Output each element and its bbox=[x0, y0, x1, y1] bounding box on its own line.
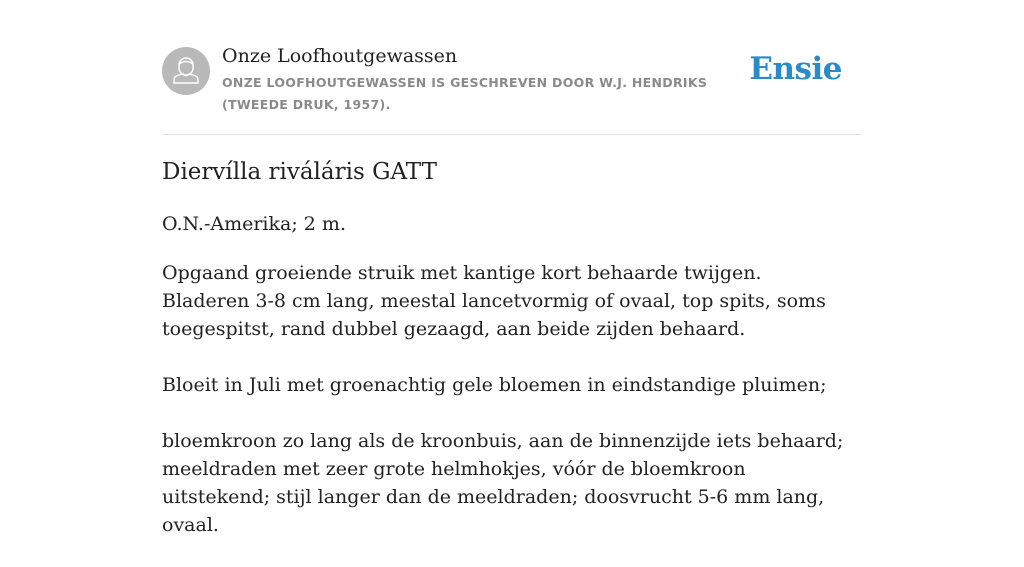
book-title[interactable]: Onze Loofhoutgewassen bbox=[222, 45, 458, 67]
page-header bbox=[162, 0, 862, 135]
avatar[interactable] bbox=[162, 47, 210, 95]
entry-paragraph: bloemkroon zo lang als de kroonbuis, aan de binnenzijde iets behaard; meeldraden met zeer grote helmhokjes, vóór de bloemkroon uitstekend; stijl langer dan de meeldraden; doosvrucht 5-6 mm lang, ovaal. bbox=[162, 430, 844, 536]
book-description: ONZE LOOFHOUTGEWASSEN IS GESCHREVEN DOOR W.J. HENDRIKS (TWEEDE DRUK, 1957). bbox=[222, 75, 708, 112]
page-container bbox=[162, 0, 862, 536]
entry-body bbox=[162, 259, 852, 567]
user-icon bbox=[162, 47, 210, 95]
entry-origin: O.N.-Amerika; 2 m. bbox=[162, 213, 346, 235]
entry-title: Diervílla riváláris GATT bbox=[162, 159, 437, 185]
brand-logo[interactable]: Ensie bbox=[749, 51, 842, 87]
entry-paragraph: Opgaand groeiende struik met kantige kort behaarde twijgen. Bladeren 3-8 cm lang, meestal lancetvormig of ovaal, top spits, soms toegespitst, rand dubbel gezaagd, aan beide zijden behaard. bbox=[162, 262, 826, 340]
entry-paragraph: Bloeit in Juli met groenachtig gele bloemen in eindstandige pluimen; bbox=[162, 374, 827, 396]
